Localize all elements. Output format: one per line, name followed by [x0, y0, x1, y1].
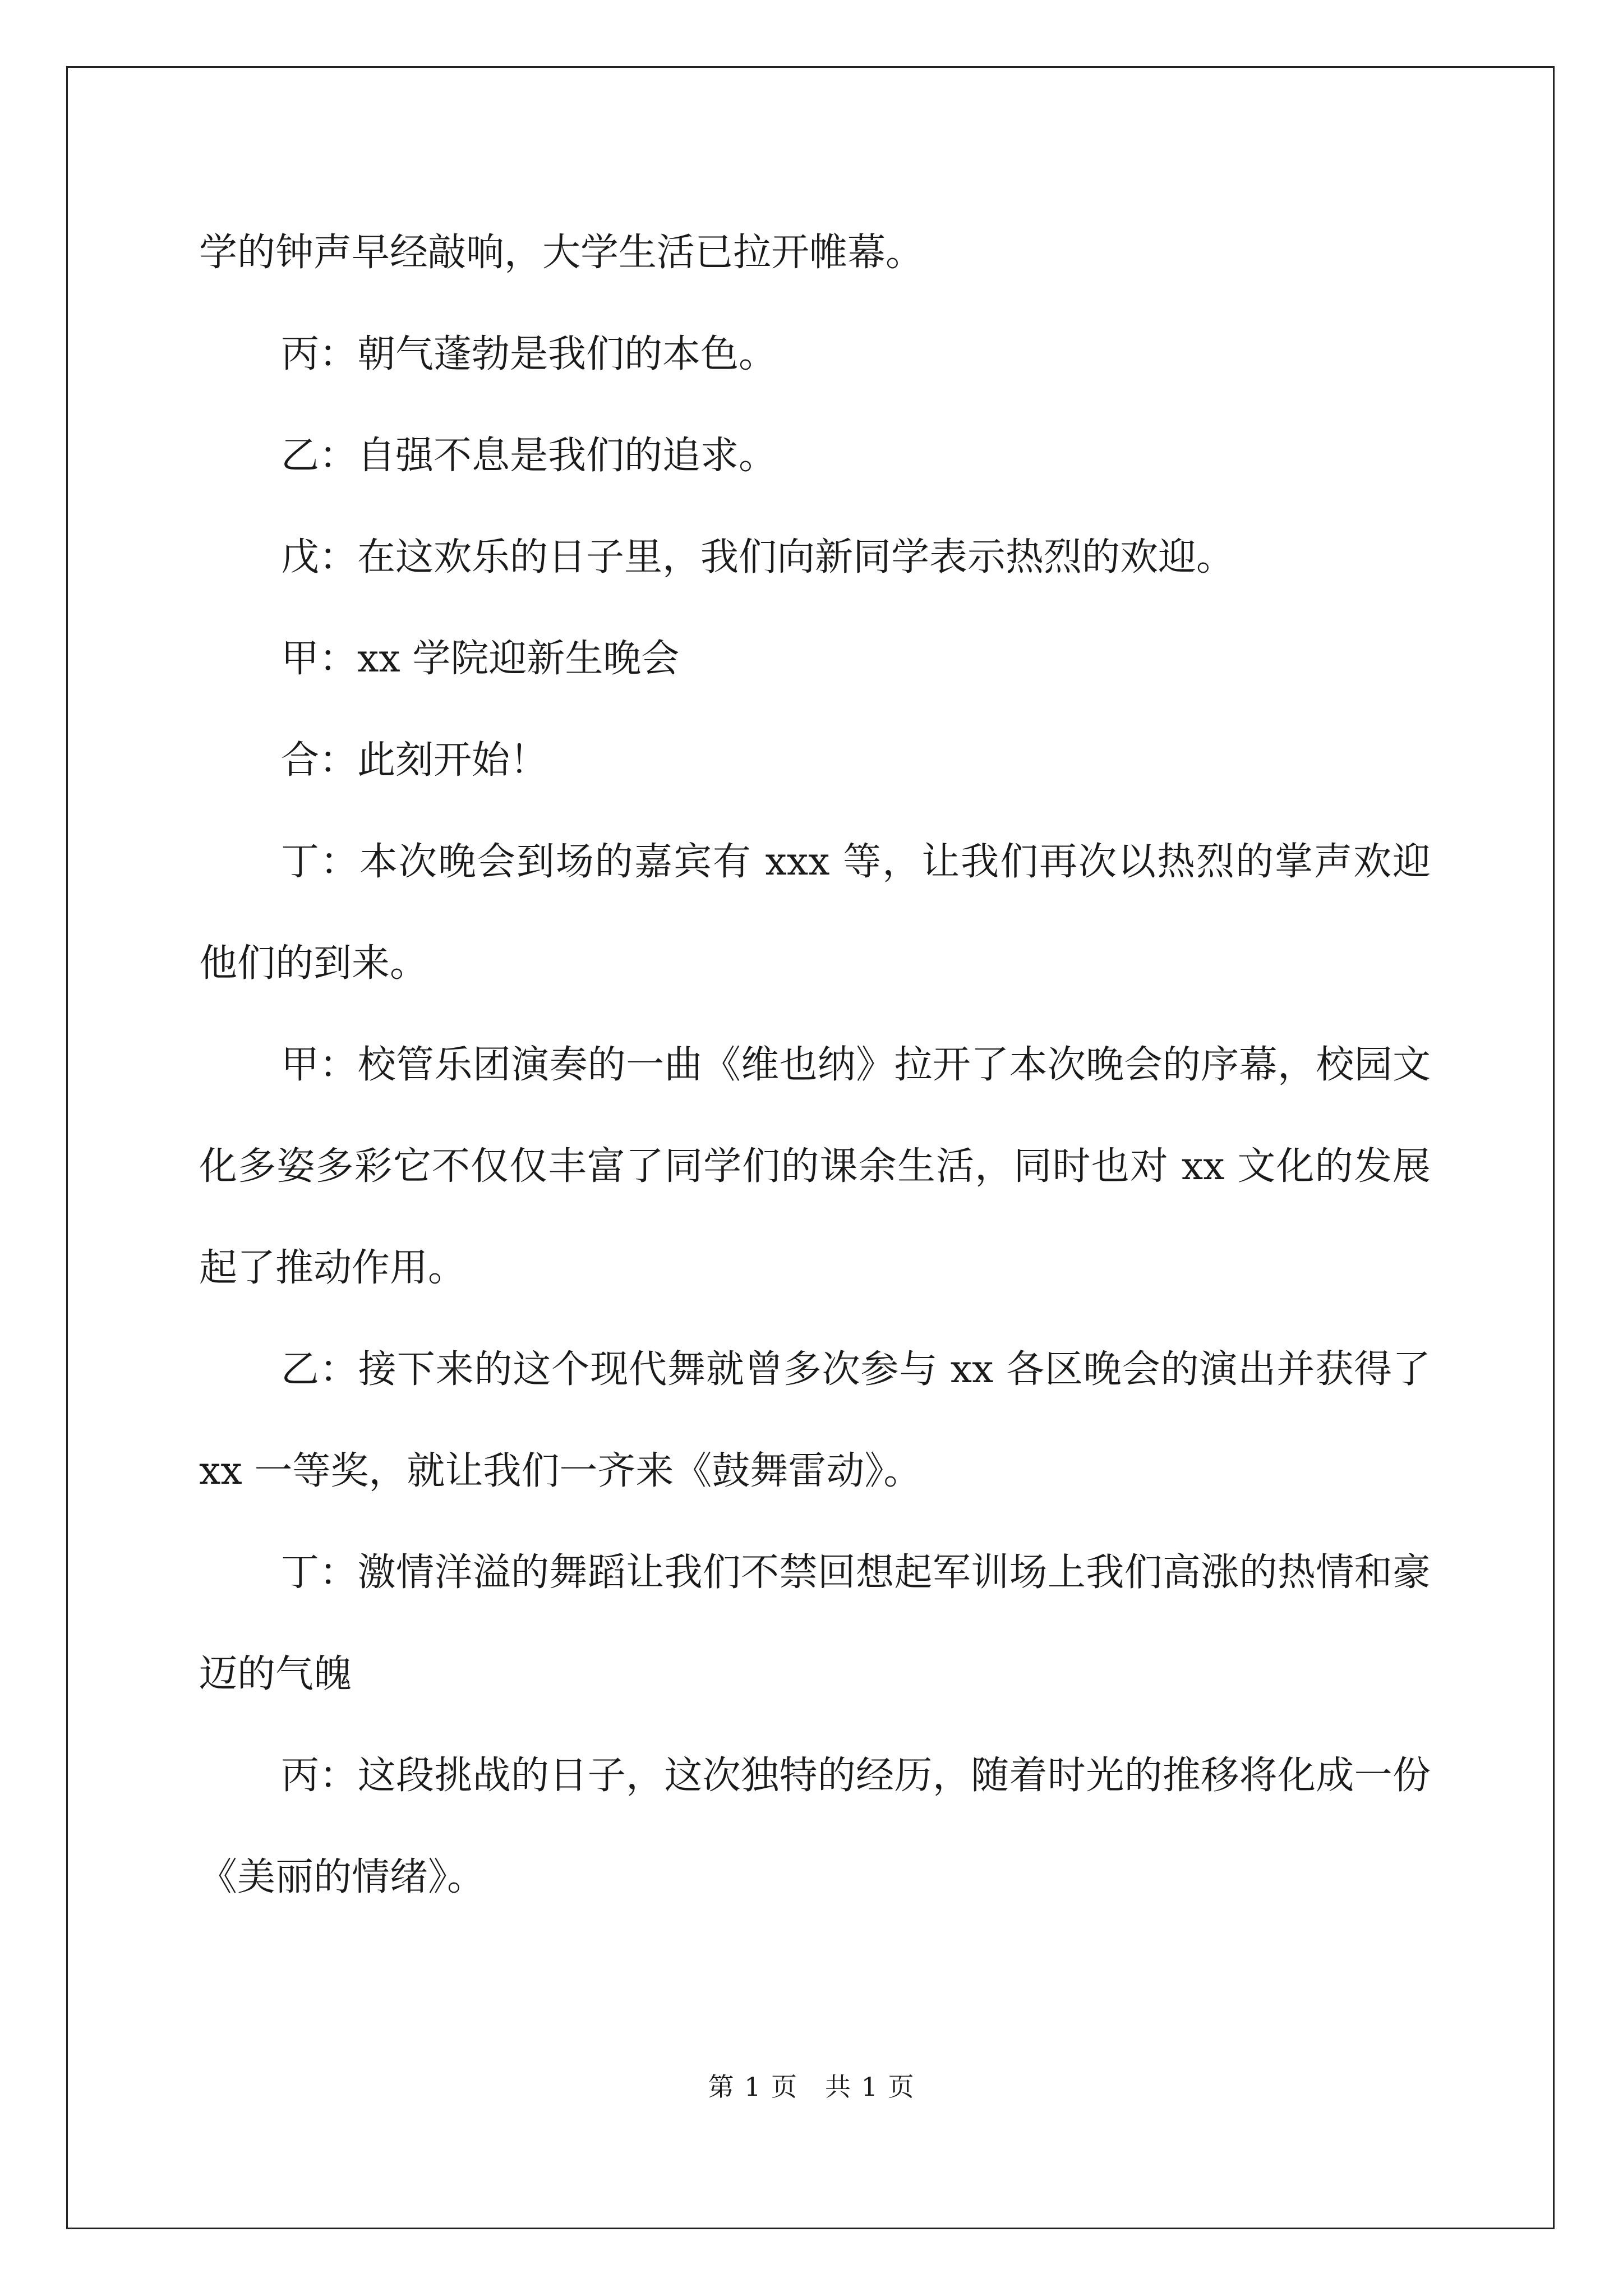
paragraph-1: 学的钟声早经敲响，大学生活已拉开帷幕。 [199, 231, 924, 275]
paragraph-5: 甲：xx 学院迎新生晚会 [281, 637, 680, 681]
paragraph-4: 戊：在这欢乐的日子里，我们向新同学表示热烈的欢迎。 [281, 535, 1235, 579]
paragraph-6: 合：此刻开始！ [281, 738, 548, 783]
paragraph-7: 丁：本次晚会到场的嘉宾有 xxx 等，让我们再次以热烈的掌声欢迎他们的到来。 [199, 840, 1431, 986]
page-footer: 第 1 页 共 1 页 [708, 2072, 915, 2102]
document-body [199, 202, 1431, 1928]
paragraph-3: 乙：自强不息是我们的追求。 [281, 434, 777, 478]
paragraph-10: 丁：激情洋溢的舞蹈让我们不禁回想起军训场上我们高涨的热情和豪迈的气魄 [199, 1550, 1431, 1696]
paragraph-8: 甲：校管乐团演奏的一曲《维也纳》拉开了本次晚会的序幕，校园文化多姿多彩它不仅仅丰富了同学们的课余生活，同时也对 xx 文化的发展起了推动作用。 [199, 1043, 1431, 1290]
paragraph-2: 丙：朝气蓬勃是我们的本色。 [281, 332, 777, 376]
paragraph-9: 乙：接下来的这个现代舞就曾多次参与 xx 各区晚会的演出并获得了 xx 一等奖，就让我们一齐来《鼓舞雷动》。 [199, 1347, 1431, 1493]
paragraph-11: 丙：这段挑战的日子，这次独特的经历，随着时光的推移将化成一份《美丽的情绪》。 [199, 1754, 1431, 1899]
